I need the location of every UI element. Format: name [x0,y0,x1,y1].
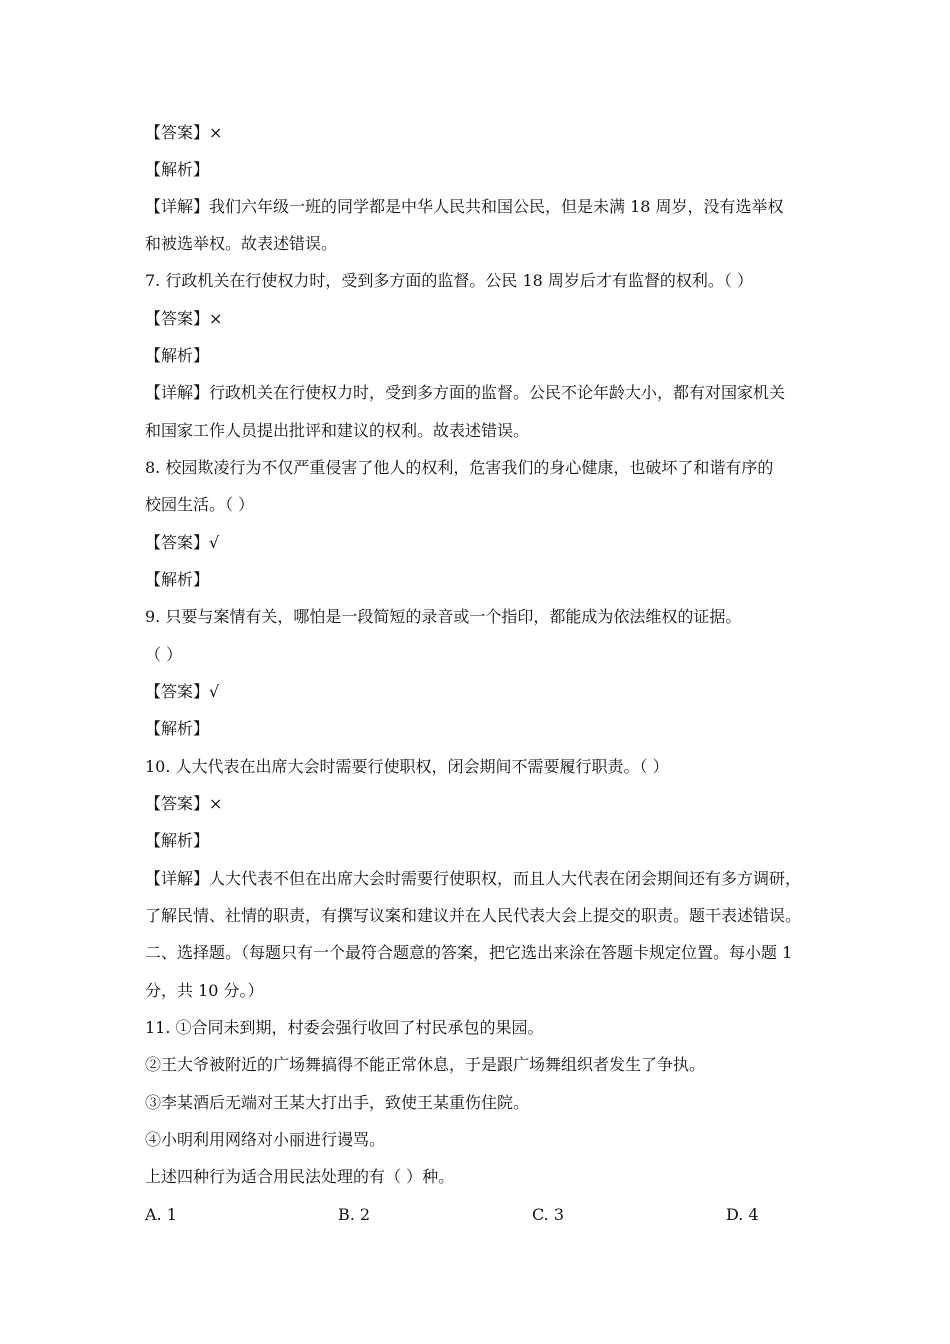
analysis-label: 【解析】 [145,570,210,589]
detail-text: 【详解】人大代表不但在出席大会时需要行使职权，而且人大代表在闭会期间还有多方调研， [145,869,802,888]
section-heading-cont: 分，共 10 分。） [145,981,264,1000]
option-c: C. 3 [532,1205,565,1224]
detail-text: 【详解】行政机关在行使权力时，受到多方面的监督。公民不论年龄大小，都有对国家机关 [145,383,786,402]
question-11-item: ③李某酒后无端对王某大打出手，致使王某重伤住院。 [145,1093,530,1112]
analysis-label: 【解析】 [145,346,210,365]
question-7: 7. 行政机关在行使权力时，受到多方面的监督。公民 18 周岁后才有监督的权利。（ ） [145,271,753,290]
detail-text: 了解民情、社情的职责，有撰写议案和建议并在人民代表大会上提交的职责。题干表述错误。 [145,906,802,925]
option-b: B. 2 [338,1205,371,1224]
question-11-item: ②王大爷被附近的广场舞搞得不能正常休息，于是跟广场舞组织者发生了争执。 [145,1055,706,1074]
question-9-blank: （ ） [145,645,183,664]
question-10: 10. 人大代表在出席大会时需要行使职权，闭会期间不需要履行职责。（ ） [145,757,669,776]
question-8: 8. 校园欺凌行为不仅严重侵害了他人的权利，危害我们的身心健康，也破坏了和谐有序的 [145,458,774,477]
answer-label: 【答案】× [145,309,223,328]
question-8-cont: 校园生活。（ ） [145,495,255,514]
answer-label: 【答案】× [145,794,223,813]
section-heading: 二、选择题。（每题只有一个最符合题意的答案，把它选出来涂在答题卡规定位置。每小题 1 [145,943,793,962]
answer-label: 【答案】√ [145,682,220,701]
question-9: 9. 只要与案情有关，哪怕是一段简短的录音或一个指印，都能成为依法维权的证据。 [145,607,742,626]
analysis-label: 【解析】 [145,160,210,179]
option-d: D. 4 [726,1205,759,1224]
detail-text: 和国家工作人员提出批评和建议的权利。故表述错误。 [145,421,530,440]
question-11-stem: 上述四种行为适合用民法处理的有（ ）种。 [145,1167,455,1186]
detail-text: 【详解】我们六年级一班的同学都是中华人民共和国公民，但是未满 18 周岁，没有选举权 [145,197,784,216]
answer-label: 【答案】√ [145,533,220,552]
analysis-label: 【解析】 [145,719,210,738]
option-a: A. 1 [145,1205,177,1224]
question-11: 11. ①合同未到期，村委会强行收回了村民承包的果园。 [145,1018,544,1037]
analysis-label: 【解析】 [145,831,210,850]
question-11-item: ④小明利用网络对小丽进行谩骂。 [145,1130,386,1149]
answer-label: 【答案】× [145,123,223,142]
detail-text: 和被选举权。故表述错误。 [145,234,338,253]
